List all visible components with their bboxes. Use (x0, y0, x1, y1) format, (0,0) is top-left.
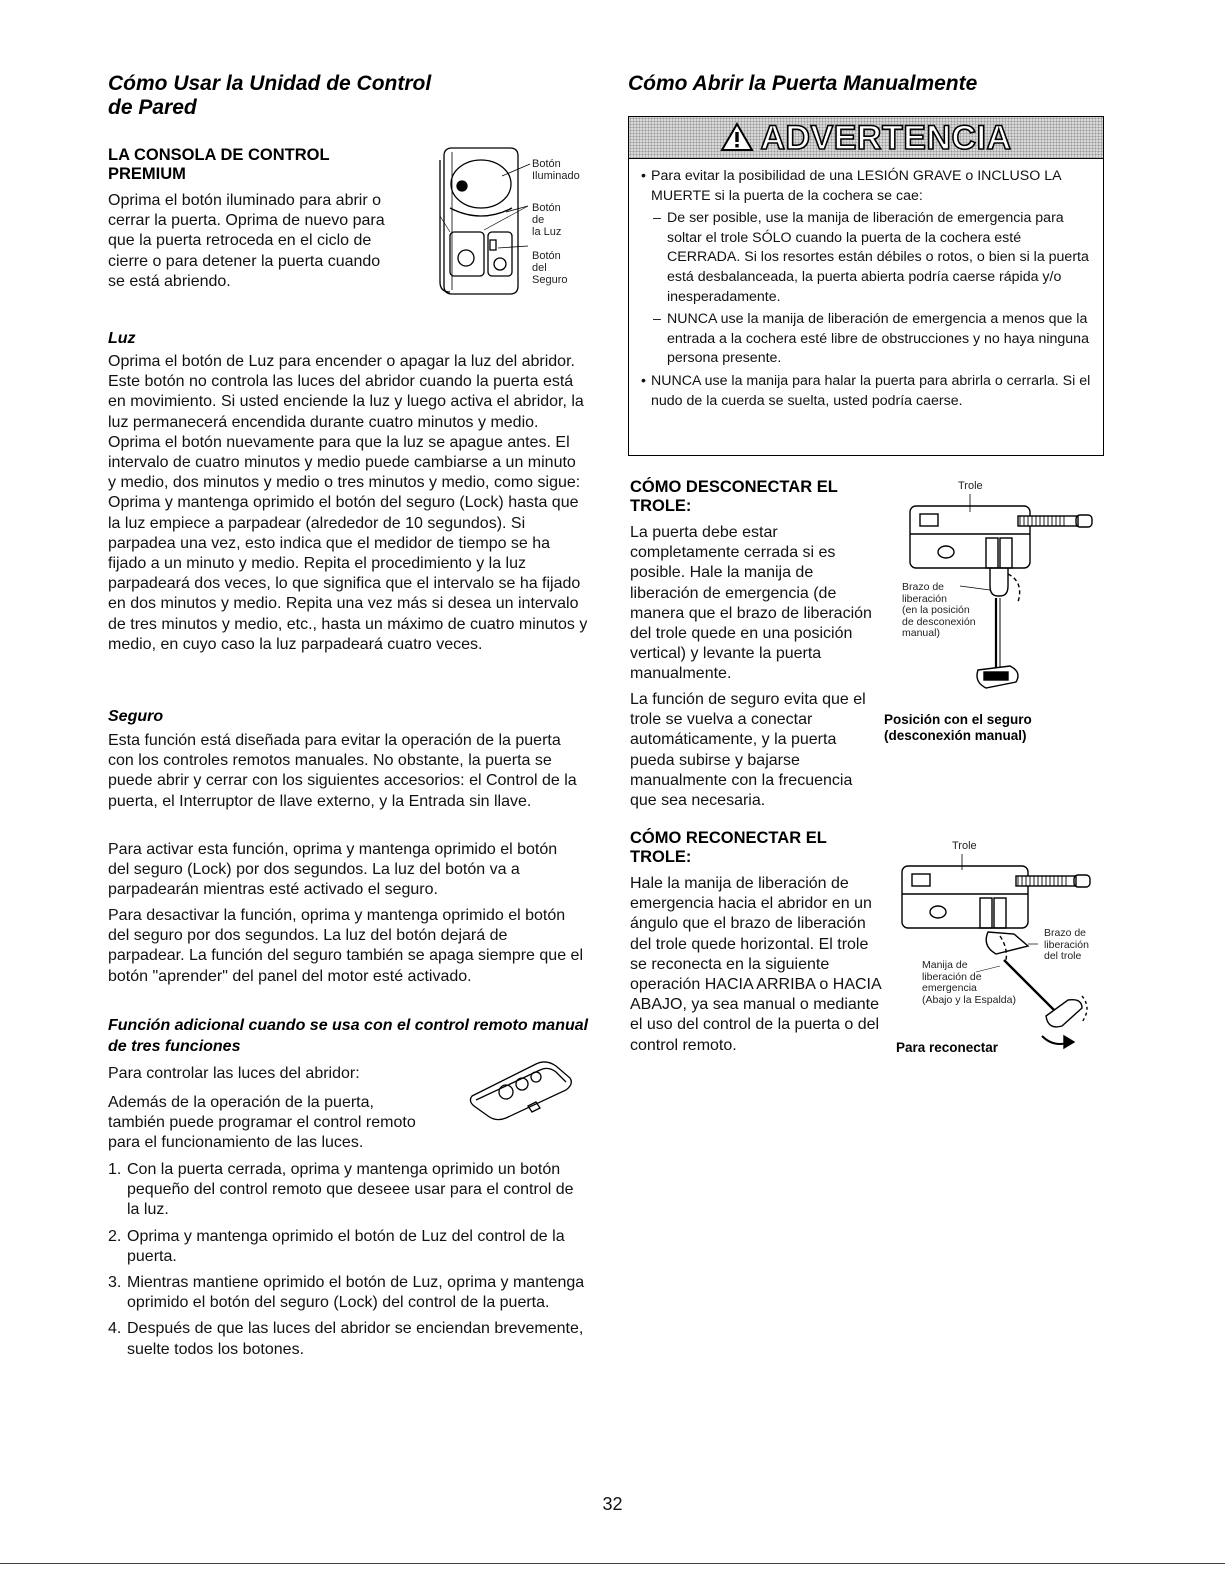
funcion-paragraph-1: Para controlar las luces del abridor: (108, 1065, 360, 1082)
warning-box (628, 116, 1104, 456)
step-text: Mientras mantiene oprimido el botón de Luz, oprima y mantenga oprimido el botón del seguro (Lock) del control de la puerta. (127, 1274, 585, 1312)
reconnect-heading: CÓMO RECONECTAR EL TROLE: (630, 829, 827, 866)
trolley-reconnect-figure (896, 836, 1111, 1066)
seguro-heading: Seguro (108, 708, 164, 725)
figure-2-caption: Para reconectar (896, 1040, 999, 1055)
label-line: Botón (532, 158, 561, 170)
luz-paragraph: Oprima el botón de Luz para encender o apagar la luz del abridor. Este botón no controla las luces del abridor cuando la puerta está en movimiento. Si usted enciende la luz y luego activa el abridor, la luz permanecerá encendida durante cuatro minutos y medio. Oprima el botón nuevamente para que la luz se apague antes. El intervalo de cuatro minutos y medio puede cambiarse a un minuto y medio, dos minutos y medio o tres minutos y medio, como sigue: Oprima y mantenga oprimido el botón del seguro (Lock) hasta que la luz empiece a parpadear (alrededor de 10 segundos). Si parpadea una vez, esto indica que el medidor de tiempo se ha fijado a un minuto y medio. Repita el procedimiento y la luz parpadeará dos veces, lo que significa que el intervalo se ha fijado en dos minutos y medio. Repita una vez más si desea un intervalo de tres minutos y medio, etc., hasta un máximo de cuatro minutos y medio, en cuyo caso la luz parpadeará cuatro veces. (108, 353, 588, 653)
seguro-paragraph-2: Para activar esta función, oprima y mantenga oprimido el botón del seguro (Lock) por dos segundos. La luz del botón va a parpadearán mientras esté activado el seguro. (108, 841, 558, 899)
trolley-label: Trole (958, 480, 983, 492)
funcion-line: Además de la operación de la puerta, (108, 1094, 374, 1111)
bullet-glyph: • (641, 372, 646, 389)
disconnect-paragraph-1: La puerta debe estar completamente cerrada si es posible. Hale la manija de liberación de emergencia (de manera que el brazo de liberación del trole quede en una posición vertical) y levante la puerta manualmente. (630, 524, 872, 683)
luz-heading: Luz (108, 330, 136, 347)
seguro-paragraph-3: Para desactivar la función, oprima y mantenga oprimido el botón del seguro por dos segundos. La luz del botón dejará de parpadear. La función del seguro también se apaga siempre que el botón "aprender" del panel del motor esté activado. (108, 907, 583, 985)
label-line: Iluminado (532, 170, 580, 182)
label-line: Botón (532, 250, 561, 262)
warning-triangle-icon (720, 122, 754, 157)
console-paragraph (108, 191, 438, 292)
warning-bullet (641, 372, 1096, 411)
page-number: 32 (602, 1494, 623, 1514)
dash-glyph: – (653, 311, 661, 328)
seguro-paragraph-1: Esta función está diseñada para evitar la operación de la puerta con los controles remotos manuales. No obstante, la puerta se puede abrir y cerrar con los siguientes accesorios: el Control de la puerta, el Interruptor de llave externo, y la Entrada sin llave. (108, 732, 577, 810)
warning-dash-text: De ser posible, use la manija de liberación de emergencia para soltar el trole SÓLO cuando la puerta de la cochera esté CERRADA. Si los resortes están débiles o rotos, o bien si la puerta está desbalanceada, la puerta abierta podría caerse rápida y/o inesperadamente. (667, 210, 1089, 305)
warning-bullet (641, 167, 1096, 206)
release-handle-label (922, 960, 1016, 1006)
disconnect-paragraph-2: La función de seguro evita que el trole se vuelva a conectar automáticamente, y la puerta pueda subirse y bajarse manualmente con la frecuencia que sea necesaria. (630, 691, 866, 810)
trolley-label: Trole (952, 840, 977, 852)
step-number: 3. (108, 1274, 122, 1292)
step-item (108, 1273, 588, 1313)
caption-line: (desconexión manual) (884, 728, 1027, 743)
step-number: 4. (108, 1320, 122, 1338)
label-line: de desconexión (902, 615, 976, 628)
console-line: cierre o para detener la puerta cuando (108, 252, 381, 270)
label-line: del (532, 262, 547, 274)
label-lock-button (532, 250, 567, 286)
step-item (108, 1319, 588, 1359)
label-line: Brazo de (902, 581, 945, 593)
label-line: liberación (1044, 938, 1089, 951)
remote-control-drawing (466, 1056, 576, 1122)
bottom-rule (0, 1563, 1225, 1564)
funcion-heading: Función adicional cuando se usa con el control remoto manual de tres funciones (108, 1017, 589, 1055)
step-text: Oprima y mantenga oprimido el botón de Luz del control de la puerta. (127, 1227, 565, 1265)
wall-control-figure (436, 146, 596, 296)
warning-body (641, 167, 1096, 411)
console-heading-line-2: PREMIUM (108, 165, 186, 183)
steps-list (108, 1160, 588, 1366)
remote-figure (466, 1056, 576, 1122)
label-line: manual) (902, 627, 940, 640)
warning-banner (629, 117, 1103, 159)
label-line: Manija de (922, 959, 968, 971)
label-line: liberación de (922, 970, 982, 983)
warning-dash-text: NUNCA use la manija de liberación de emergencia a menos que la entrada a la cochera esté libre de obstrucciones y no haya ninguna persona presente. (667, 311, 1089, 367)
warning-dash-item (641, 209, 1096, 307)
console-heading-line-1: LA CONSOLA DE CONTROL (108, 146, 330, 164)
label-line: (Abajo y la Espalda) (922, 993, 1016, 1006)
funcion-line: también puede programar el control remoto (108, 1114, 416, 1132)
label-line: del trole (1044, 950, 1082, 963)
right-section-title: Cómo Abrir la Puerta Manualmente (628, 72, 978, 95)
disconnect-heading: CÓMO DESCONECTAR EL TROLE: (630, 478, 838, 515)
warning-bullet-text: NUNCA use la manija para halar la puerta para abrirla o cerrarla. Si el nudo de la cuerda se suelta, usted podría caerse. (651, 372, 1091, 409)
label-line: Brazo de (1044, 927, 1087, 939)
label-lit-button (532, 158, 580, 182)
label-light-button (532, 202, 561, 238)
label-line: Botón (532, 202, 561, 214)
step-text: Después de que las luces del abridor se enciendan brevemente, suelte todos los botones. (127, 1320, 584, 1358)
label-line: liberación (902, 592, 947, 605)
step-number: 1. (108, 1161, 122, 1178)
label-line: de (532, 214, 545, 226)
label-line: (en la posición (902, 604, 970, 617)
label-line: emergencia (922, 982, 977, 995)
trolley-disconnected-figure (884, 478, 1110, 748)
figure-1-caption (884, 712, 1110, 744)
funcion-paragraph-2 (108, 1093, 468, 1154)
caption-line: Posición con el seguro (884, 712, 1032, 727)
trolley-arm-label (1044, 928, 1089, 963)
step-number: 2. (108, 1227, 122, 1245)
warning-bullet-text: Para evitar la posibilidad de una LESIÓN GRAVE o INCLUSO LA MUERTE si la puerta de la cochera se cae: (651, 168, 1061, 204)
step-text: Con la puerta cerrada, oprima y mantenga oprimido un botón pequeño del control remoto que deseee usar para el control de la luz. (127, 1161, 574, 1219)
left-section-title: Cómo Usar la Unidad de Control de Pared (108, 72, 432, 119)
console-line: Oprima el botón iluminado para abrir o (108, 192, 382, 209)
console-line: que la puerta retroceda en el ciclo de (108, 232, 372, 250)
dash-glyph: – (653, 210, 661, 227)
label-line: Seguro (532, 274, 568, 286)
bullet-glyph: • (641, 168, 646, 184)
console-line: cerrar la puerta. Oprima de nuevo para (108, 212, 385, 230)
console-line: se está abriendo. (108, 272, 231, 290)
reconnect-paragraph: Hale la manija de liberación de emergencia hacia el abridor en un ángulo que el brazo de liberación del trole quede horizontal. El trole se reconecta en la siguiente operación HACIA ARRIBA o HACIA ABAJO, ya sea manual o mediante el uso del control de la puerta o del control remoto. (630, 875, 881, 1054)
funcion-line: para el funcionamiento de las luces. (108, 1134, 364, 1152)
release-arm-label (902, 582, 976, 640)
step-item (108, 1160, 588, 1221)
warning-title: ADVERTENCIA (760, 119, 1012, 157)
label-line: la Luz (532, 226, 562, 238)
step-item (108, 1227, 588, 1267)
warning-dash-item (641, 310, 1096, 369)
console-heading (108, 146, 428, 184)
